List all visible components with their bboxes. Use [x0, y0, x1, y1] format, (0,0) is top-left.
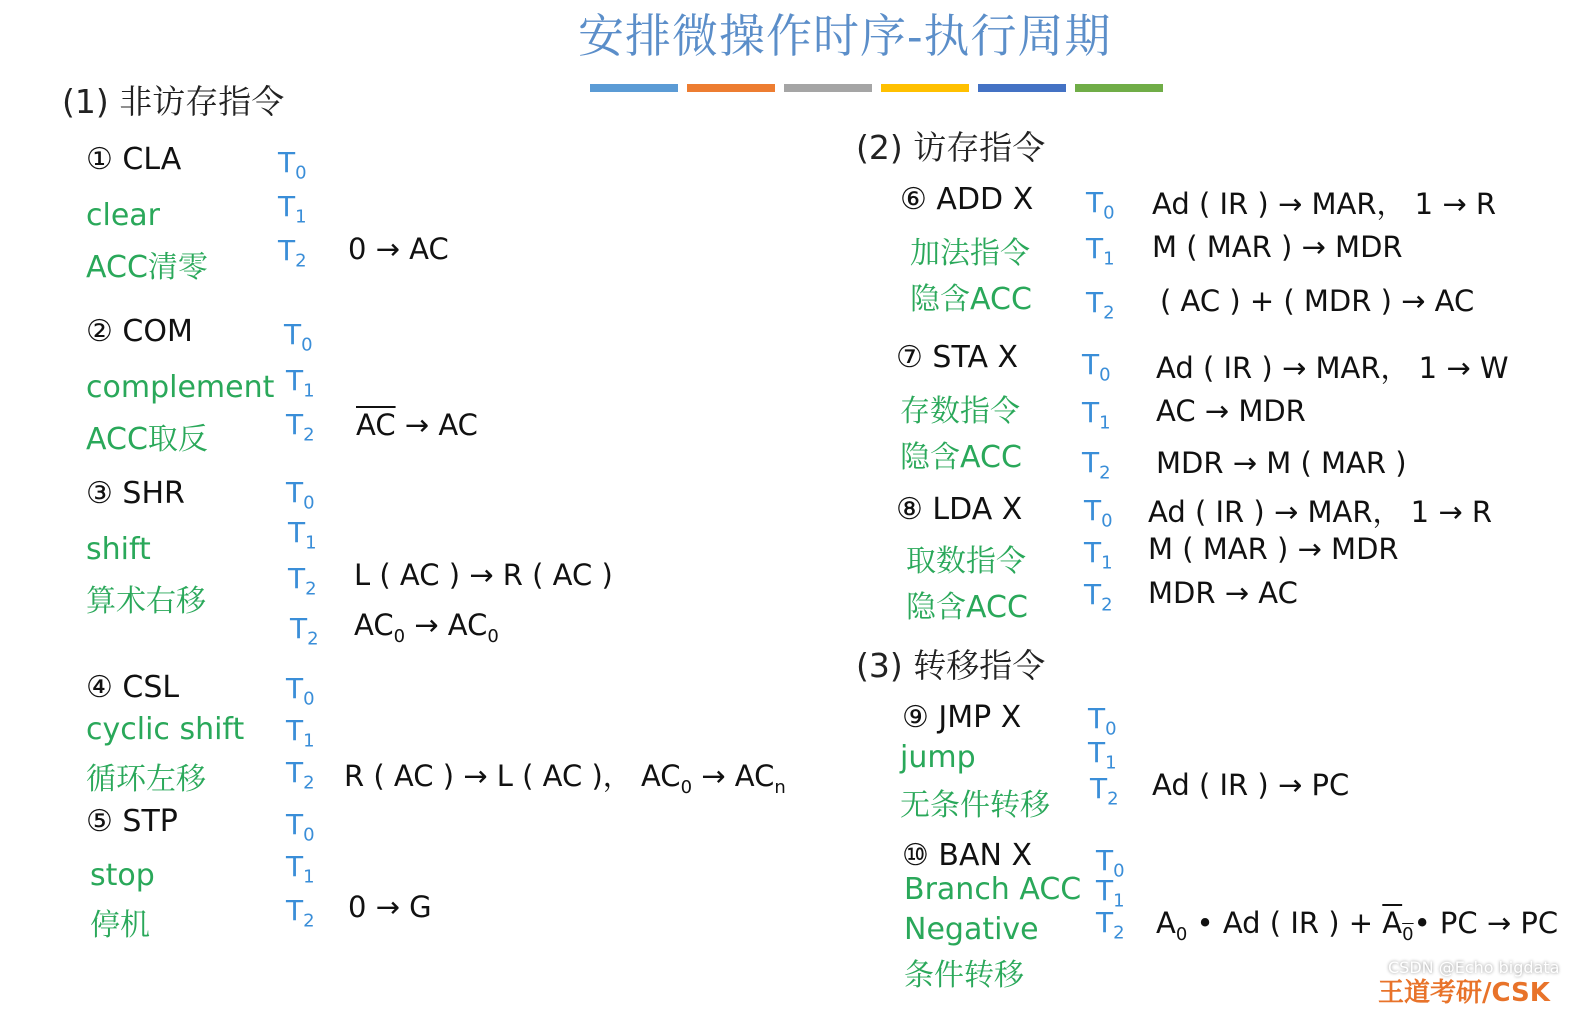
t1-label: $T_1$ — [1088, 736, 1117, 774]
desc-jmp-cn: 无条件转移 — [900, 788, 1050, 823]
t0-label: $T_0$ — [1086, 186, 1115, 224]
instr-shr: ③ SHR — [86, 476, 185, 511]
t2-label: $T_2$ — [278, 234, 307, 272]
t1-label: $T_1$ — [286, 714, 315, 752]
desc-lda-acc: 隐含ACC — [906, 590, 1028, 625]
op-add-t1: M ( MAR ) → MDR — [1152, 230, 1403, 264]
desc-csl-en: cyclic shift — [86, 712, 245, 747]
desc-lda-cn: 取数指令 — [906, 544, 1026, 579]
op-csl-t2: R ( AC ) → L ( AC )， $AC_0 \to AC_n$ — [344, 759, 786, 798]
t0-label: $T_0$ — [286, 476, 315, 514]
page-title: 安排微操作时序-执行周期 — [578, 9, 1112, 63]
color-bar-1 — [590, 84, 678, 92]
op-lda-t0: Ad ( IR ) → MAR， 1 → R — [1148, 495, 1493, 529]
t2-label: $T_2$ — [286, 756, 315, 794]
t2-label: $T_2$ — [286, 408, 315, 446]
t0-label: $T_0$ — [286, 808, 315, 846]
op-lda-t1: M ( MAR ) → MDR — [1148, 532, 1399, 566]
section-branch: (3) 转移指令 — [856, 646, 1046, 685]
t2-label: $T_2$ — [1082, 446, 1111, 484]
op-shr-t2b: $AC_0 \to AC_0$ — [354, 608, 499, 647]
t1-label: $T_1$ — [286, 850, 315, 888]
op-com-t2: $\overline{AC}$ → AC — [356, 408, 478, 442]
desc-ban-cn: 条件转移 — [904, 958, 1024, 993]
watermark: CSDN @Echo bigdata — [1388, 958, 1560, 977]
op-jmp-t2: Ad ( IR ) → PC — [1152, 768, 1350, 802]
color-bar-5 — [978, 84, 1066, 92]
instr-lda: ⑧ LDA X — [896, 492, 1023, 527]
op-cla-t2: 0 → AC — [348, 232, 449, 266]
t2-label: $T_2$ — [1084, 578, 1113, 616]
op-sta-t1: AC → MDR — [1156, 394, 1306, 428]
desc-jmp-en: jump — [900, 740, 976, 775]
t2-label: $T_2$ — [1096, 906, 1125, 944]
instr-stp: ⑤ STP — [86, 804, 178, 839]
corner-logo-text: 王道考研/CSK — [1378, 978, 1550, 1008]
desc-cla-en: clear — [86, 198, 161, 233]
t0-label: $T_0$ — [284, 318, 313, 356]
instr-add: ⑥ ADD X — [900, 182, 1034, 217]
t2-label: $T_2$ — [288, 562, 317, 600]
color-bar-6 — [1075, 84, 1163, 92]
t2-label: $T_2$ — [290, 612, 319, 650]
t1-label: $T_1$ — [1096, 874, 1125, 912]
instr-jmp: ⑨ JMP X — [902, 700, 1022, 735]
desc-shr-en: shift — [86, 532, 151, 567]
instr-ban: ⑩ BAN X — [902, 838, 1033, 873]
desc-sta-acc: 隐含ACC — [900, 440, 1022, 475]
t1-label: $T_1$ — [278, 190, 307, 228]
t0-label: $T_0$ — [1096, 844, 1125, 882]
instr-sta: ⑦ STA X — [896, 340, 1019, 375]
color-bar-2 — [687, 84, 775, 92]
desc-add-acc: 隐含ACC — [910, 282, 1032, 317]
t2-label: $T_2$ — [1090, 772, 1119, 810]
desc-com-cn: ACC取反 — [86, 422, 208, 457]
op-sta-t2: MDR → M ( MAR ) — [1156, 446, 1407, 480]
op-ban-t2: $A_0$ • Ad ( IR ) + $\overline{A}_0•$ PC → PC — [1156, 906, 1559, 945]
t1-label: $T_1$ — [288, 516, 317, 554]
t1-label: $T_1$ — [1084, 536, 1113, 574]
t2-label: $T_2$ — [286, 894, 315, 932]
section-non-memory: (1) 非访存指令 — [62, 82, 285, 121]
desc-stp-cn: 停机 — [90, 908, 150, 943]
op-stp-t2: 0 → G — [348, 890, 432, 924]
instr-cla: ① CLA — [86, 142, 182, 177]
desc-shr-cn: 算术右移 — [86, 584, 206, 619]
t1-label: $T_1$ — [286, 364, 315, 402]
desc-csl-cn: 循环左移 — [86, 762, 206, 797]
desc-com-en: complement — [86, 370, 275, 405]
desc-stp-en: stop — [90, 858, 155, 893]
op-lda-t2: MDR → AC — [1148, 576, 1298, 610]
op-sta-t0: Ad ( IR ) → MAR， 1 → W — [1156, 351, 1509, 385]
t0-label: $T_0$ — [1082, 348, 1111, 386]
t0-label: $T_0$ — [278, 146, 307, 184]
color-bar-3 — [784, 84, 872, 92]
op-add-t0: Ad ( IR ) → MAR， 1 → R — [1152, 187, 1497, 221]
desc-ban-en2: Negative — [904, 912, 1039, 947]
section-memory: (2) 访存指令 — [856, 128, 1046, 167]
t1-label: $T_1$ — [1082, 396, 1111, 434]
color-bar-4 — [881, 84, 969, 92]
t0-label: $T_0$ — [286, 672, 315, 710]
instr-com: ② COM — [86, 314, 193, 349]
desc-cla-cn: ACC清零 — [86, 250, 208, 285]
t0-label: $T_0$ — [1088, 702, 1117, 740]
desc-ban-en1: Branch ACC — [904, 872, 1082, 907]
op-add-t2: ( AC ) + ( MDR ) → AC — [1160, 284, 1475, 318]
op-shr-t2: L ( AC ) → R ( AC ) — [354, 558, 613, 592]
t2-label: $T_2$ — [1086, 286, 1115, 324]
t1-label: $T_1$ — [1086, 232, 1115, 270]
desc-add-cn: 加法指令 — [910, 236, 1030, 271]
instr-csl: ④ CSL — [86, 670, 180, 705]
desc-sta-cn: 存数指令 — [900, 394, 1020, 429]
t0-label: $T_0$ — [1084, 494, 1113, 532]
